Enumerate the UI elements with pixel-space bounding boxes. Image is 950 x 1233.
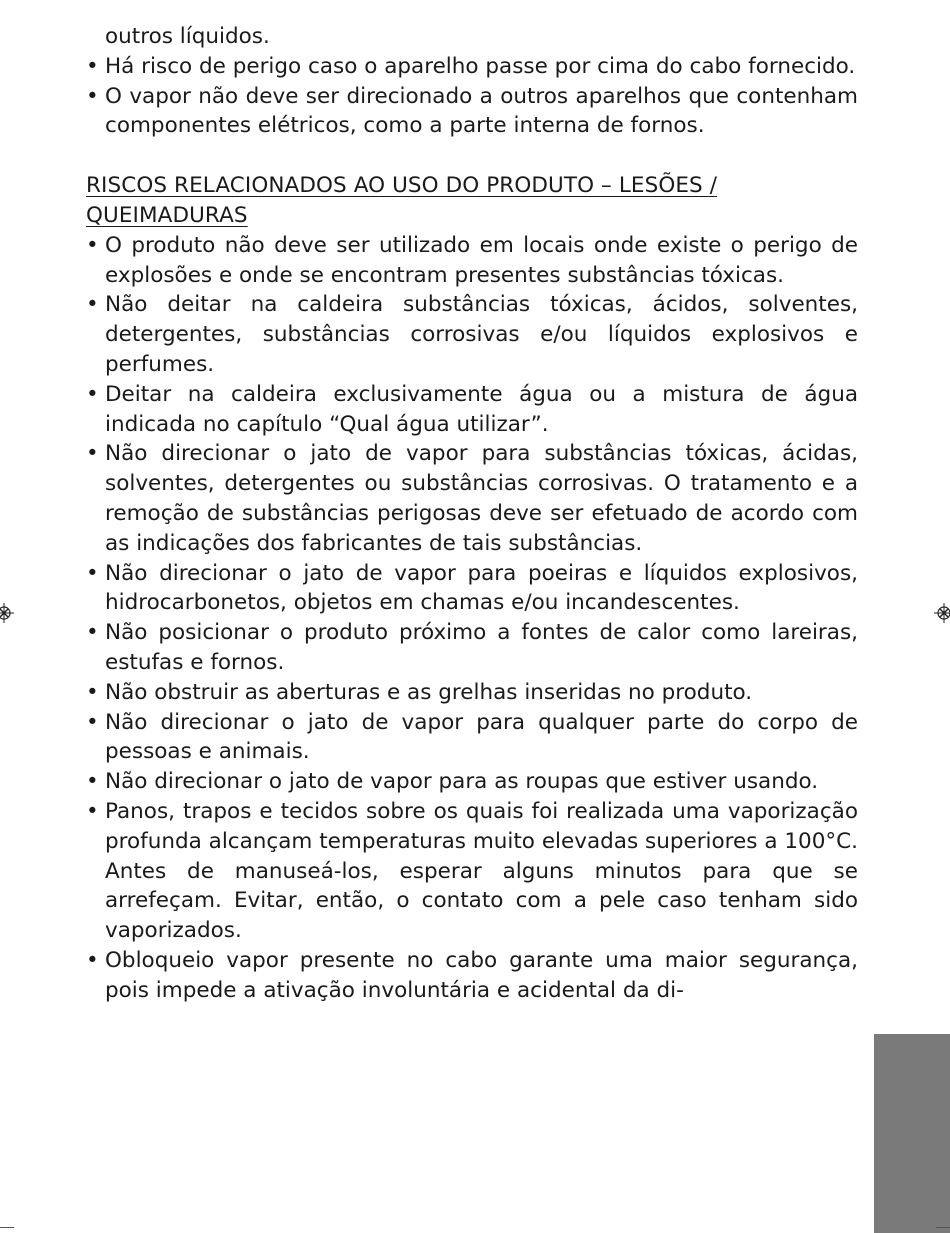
list-item: • Não direcionar o jato de vapor para qualquer parte do corpo de pessoas e animais.: [86, 708, 858, 768]
section-heading: RISCOS RELACIONADOS AO USO DO PRODUTO – LESÕES / QUEIMADURAS: [86, 173, 718, 228]
section-bullet-list: [86, 231, 858, 1006]
list-item: • Deitar na caldeira exclusivamente água ou a mistura de água indicada no capítulo “Qual água utilizar”.: [86, 380, 858, 440]
list-item: • Panos, trapos e tecidos sobre os quais foi realizada uma vaporização profunda alcançam temperaturas muito elevadas superiores a 100°C. Antes de manuseá-los, esperar alguns minutos para que se arrefeçam. Evitar, então, o contato com a pele caso tenham sido vaporizados.: [86, 797, 858, 946]
list-item: • O vapor não deve ser direcionado a outros aparelhos que contenham componentes elétricos, como a parte interna de fornos.: [86, 82, 858, 142]
crop-mark: [936, 1227, 950, 1228]
side-tab: [874, 1034, 950, 1233]
list-item: • Não direcionar o jato de vapor para poeiras e líquidos explosivos, hidrocarbonetos, objetos em chamas e/ou incandescentes.: [86, 559, 858, 619]
registration-mark-icon: [934, 603, 950, 623]
top-bullet-list: [86, 52, 858, 141]
page-content: [86, 22, 858, 1006]
list-item: • Não obstruir as aberturas e as grelhas inseridas no produto.: [86, 678, 858, 708]
crop-mark: [0, 1227, 14, 1228]
intro-fragment: outros líquidos.: [105, 24, 270, 49]
list-item: • Não deitar na caldeira substâncias tóxicas, ácidos, solventes, detergentes, substâncias corrosivas e/ou líquidos explosivos e perfumes.: [86, 290, 858, 379]
list-item: • Não direcionar o jato de vapor para as roupas que estiver usando.: [86, 767, 858, 797]
list-item: • O produto não deve ser utilizado em locais onde existe o perigo de explosões e onde se encontram presentes substâncias tóxicas.: [86, 231, 858, 291]
list-item: • Obloqueio vapor presente no cabo garante uma maior segurança, pois impede a ativação involuntária e acidental da di-: [86, 946, 858, 1006]
list-item: • Não posicionar o produto próximo a fontes de calor como lareiras, estufas e fornos.: [86, 618, 858, 678]
list-item: • Há risco de perigo caso o aparelho passe por cima do cabo fornecido.: [86, 52, 858, 82]
registration-mark-icon: [0, 603, 14, 623]
list-item: • Não direcionar o jato de vapor para substâncias tóxicas, ácidas, solventes, detergentes ou substâncias corrosivas. O tratamento e a remoção de substâncias perigosas deve ser efetuado de acordo com as indicações dos fabricantes de tais substâncias.: [86, 439, 858, 558]
